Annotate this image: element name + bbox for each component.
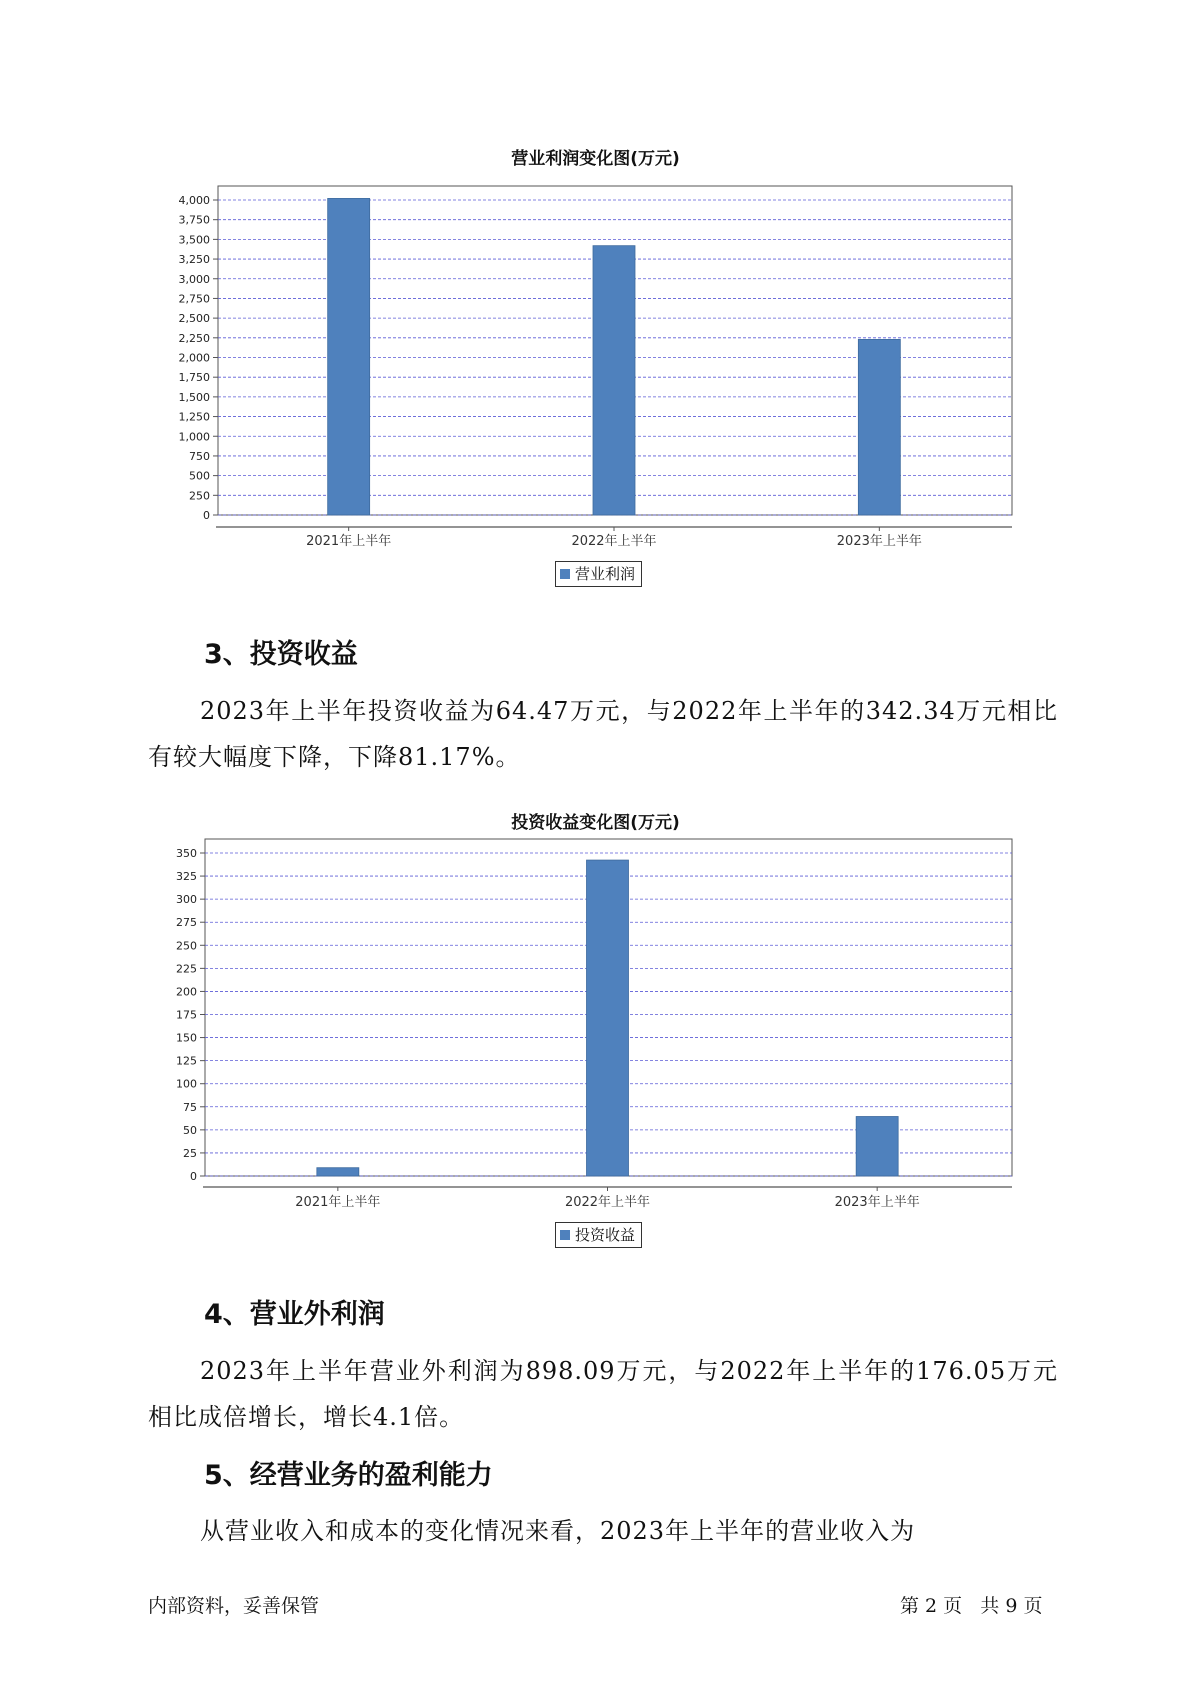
y-tick-label: 2,500 — [178, 312, 210, 326]
y-tick-label: 0 — [190, 1170, 197, 1183]
x-tick-label: 2023年上半年 — [836, 534, 922, 549]
y-tick-label: 100 — [176, 1077, 197, 1091]
y-tick-label: 3,250 — [178, 253, 210, 267]
bar — [328, 198, 370, 515]
y-tick-label: 275 — [176, 916, 197, 930]
section-investment-heading: 3、投资收益 — [204, 639, 358, 670]
y-tick-label: 0 — [203, 509, 210, 522]
y-tick-label: 750 — [189, 449, 210, 463]
y-tick-label: 25 — [183, 1146, 197, 1160]
y-tick-label: 1,750 — [178, 371, 210, 385]
y-tick-label: 3,750 — [178, 213, 210, 227]
chart1-title: 营业利润变化图(万元) — [511, 149, 680, 169]
chart1-legend — [555, 561, 642, 587]
operating-profit-chart — [0, 170, 1191, 549]
y-tick-label: 300 — [176, 893, 197, 907]
x-tick-label: 2021年上半年 — [295, 1195, 381, 1210]
y-tick-label: 50 — [183, 1123, 197, 1137]
y-tick-label: 250 — [189, 489, 210, 503]
x-tick-label: 2022年上半年 — [564, 1195, 651, 1210]
chart2-title: 投资收益变化图(万元) — [511, 813, 680, 833]
investment-income-chart — [0, 835, 1191, 1210]
bar — [317, 1168, 359, 1176]
chart1-legend-label: 营业利润 — [575, 565, 636, 583]
section-non-operating-heading: 4、营业外利润 — [204, 1299, 385, 1330]
footer-confidential: 内部资料，妥善保管 — [148, 1595, 320, 1617]
chart2-legend — [555, 1222, 642, 1248]
y-tick-label: 3,000 — [178, 272, 210, 286]
bar — [858, 339, 900, 515]
y-tick-label: 2,250 — [178, 331, 210, 345]
x-tick-label: 2022年上半年 — [571, 534, 657, 549]
y-tick-label: 4,000 — [178, 194, 210, 207]
y-tick-label: 250 — [176, 939, 197, 953]
section-non-operating-text: 2023年上半年营业外利润为898.09万元，与2022年上半年的176.05万元相比成倍增长，增长4.1倍。 — [148, 1357, 1058, 1431]
bar — [593, 246, 635, 515]
y-tick-label: 1,500 — [178, 390, 210, 404]
x-tick-label: 2023年上半年 — [834, 1195, 920, 1210]
y-tick-label: 500 — [189, 469, 210, 483]
y-tick-label: 125 — [176, 1054, 197, 1068]
y-tick-label: 1,250 — [178, 410, 210, 424]
x-tick-label: 2021年上半年 — [306, 534, 392, 549]
section-profitability-text: 从营业收入和成本的变化情况来看，2023年上半年的营业收入为 — [200, 1517, 916, 1545]
footer-page-number: 第 2 页 共 9 页 — [900, 1595, 1043, 1617]
y-tick-label: 3,500 — [178, 233, 210, 247]
section-profitability-heading: 5、经营业务的盈利能力 — [204, 1460, 493, 1491]
y-tick-label: 350 — [176, 847, 197, 860]
legend-swatch — [560, 569, 570, 579]
y-tick-label: 150 — [176, 1031, 197, 1045]
bar — [856, 1117, 898, 1176]
y-tick-label: 200 — [176, 985, 197, 999]
y-tick-label: 225 — [176, 962, 197, 976]
section-investment-text: 2023年上半年投资收益为64.47万元，与2022年上半年的342.34万元相比有较大幅度下降，下降81.17%。 — [148, 697, 1058, 771]
y-tick-label: 175 — [176, 1008, 197, 1022]
bar — [587, 860, 629, 1176]
y-tick-label: 325 — [176, 870, 197, 884]
chart2-legend-label: 投资收益 — [575, 1226, 636, 1244]
y-tick-label: 75 — [183, 1100, 197, 1114]
legend-swatch — [560, 1230, 570, 1240]
y-tick-label: 1,000 — [178, 430, 210, 444]
y-tick-label: 2,750 — [178, 292, 210, 306]
y-tick-label: 2,000 — [178, 351, 210, 365]
